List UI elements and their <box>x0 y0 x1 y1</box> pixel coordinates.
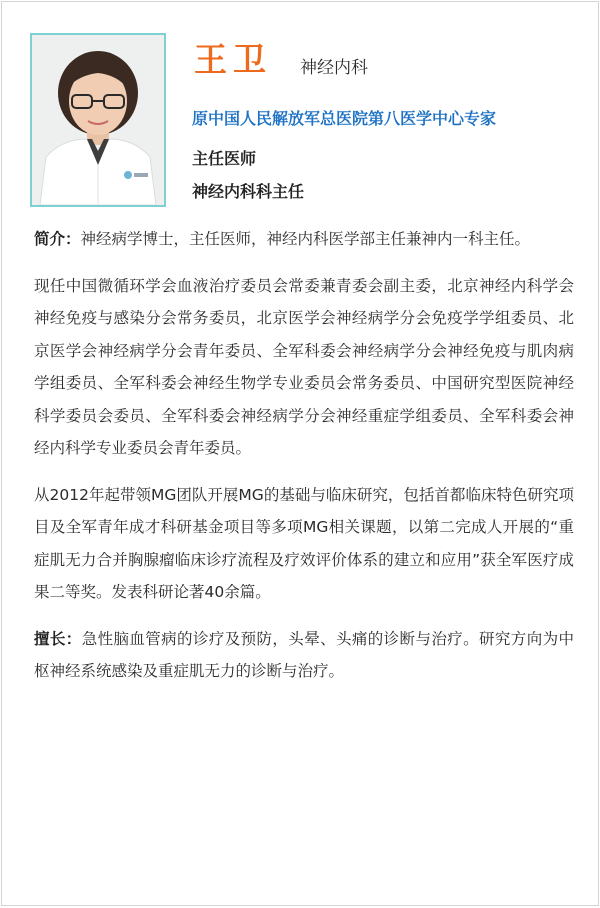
affiliation: 原中国人民解放军总医院第八医学中心专家 <box>192 109 497 128</box>
specialty-text: 急性脑血管病的诊疗及预防，头晕、头痛的诊断与治疗。研究方向为中枢神经系统感染及重症肌无力的诊断与治疗。 <box>34 629 574 680</box>
department: 神经内科 <box>300 58 368 78</box>
intro-label: 简介： <box>34 230 81 248</box>
research-paragraph: 从2012年起带领MG团队开展MG的基础与临床研究，包括首都临床特色研究项目及全军青年成才科研基金项目等多项MG相关课题，以第二完成人开展的“重症肌无力合并胸腺瘤临床诊疗流程及疗效评价体系的建立和应用”获全军医疗成果二等奖。发表科研论著40余篇。 <box>34 485 574 601</box>
profile-body <box>34 223 574 702</box>
doctor-profile-card <box>1 1 599 906</box>
doctor-photo <box>30 33 166 207</box>
title-department-director: 神经内科科主任 <box>192 182 305 201</box>
specialty-paragraph <box>34 623 574 688</box>
portrait-image <box>32 35 164 205</box>
doctor-name: 王卫 <box>194 40 272 79</box>
intro-text: 神经病学博士，主任医师，神经内科医学部主任兼神内一科主任。 <box>80 230 531 248</box>
intro-paragraph <box>34 223 574 256</box>
specialty-label: 擅长： <box>34 629 82 648</box>
title-chief-physician: 主任医师 <box>192 149 257 168</box>
roles-paragraph: 现任中国微循环学会血液治疗委员会常委兼青委会副主委，北京神经内科学会神经免疫与感染分会常务委员，北京医学会神经病学分会免疫学学组委员、北京医学会神经病学分会青年委员、全军科委会神经病学分会神经免疫与肌肉病学组委员、全军科委会神经生物学专业委员会常务委员、中国研究型医院神经科学委员会委员、全军科委会神经病学分会神经重症学组委员、全军科委会神经内科学专业委员会青年委员。 <box>34 276 574 457</box>
